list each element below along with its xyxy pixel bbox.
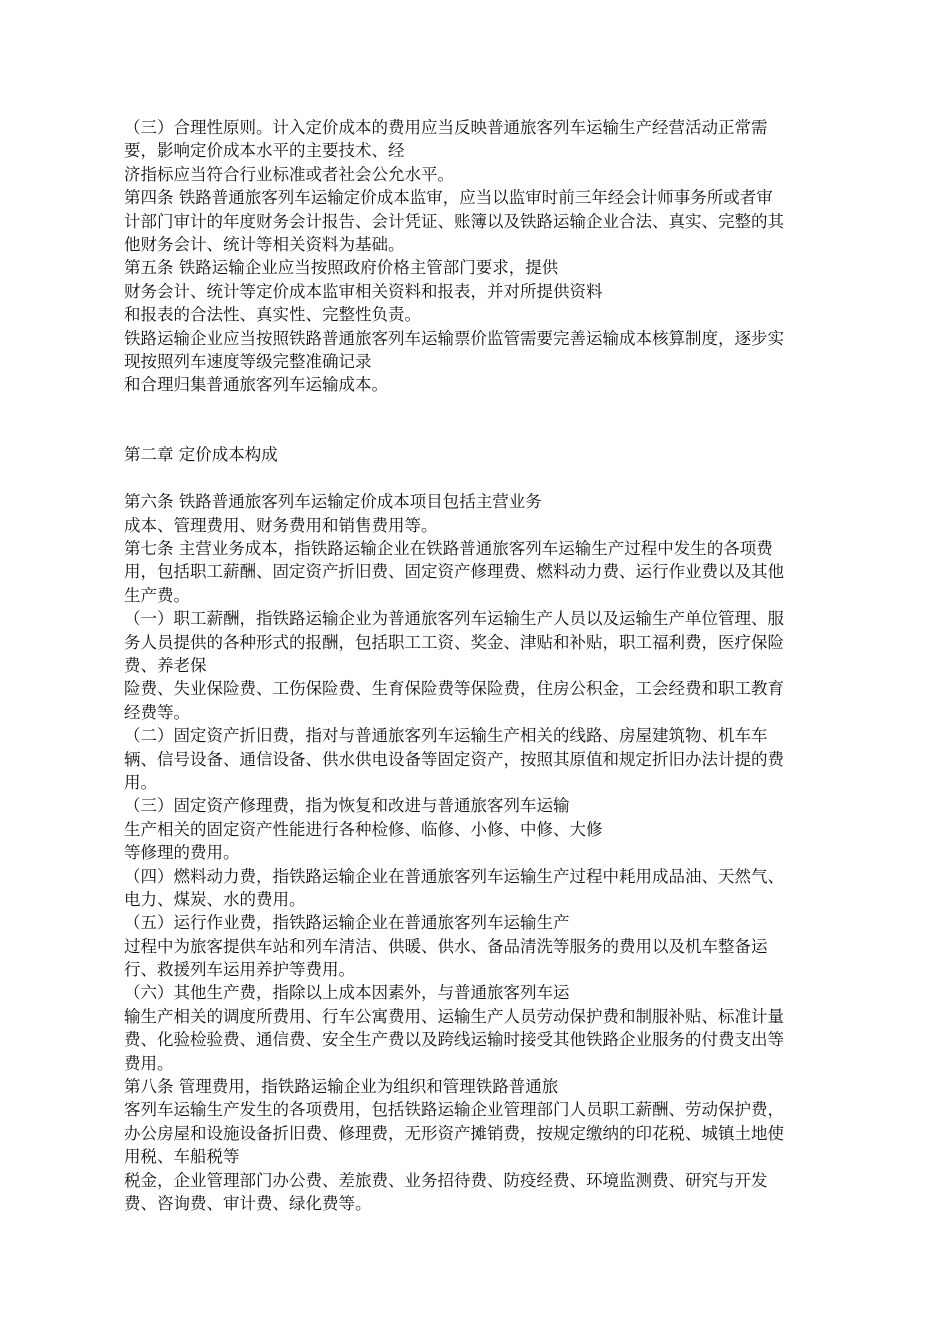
text-line: （五）运行作业费，指铁路运输企业在普通旅客列车运输生产 — [124, 913, 570, 933]
blank-line — [124, 397, 834, 420]
document-body — [124, 116, 834, 1215]
text-line: 成本、管理费用、财务费用和销售费用等。 — [124, 515, 438, 535]
text-line: 客列车运输生产发生的各项费用，包括铁路运输企业管理部门人员职工薪酬、劳动保护费， — [124, 1100, 784, 1120]
text-line: （一）职工薪酬，指铁路运输企业为普通旅客列车运输生产人员以及运输生产单位管理、服 — [124, 609, 784, 629]
text-line: 他财务会计、统计等相关资料为基础。 — [124, 234, 405, 254]
text-line: 生产相关的固定资产性能进行各种检修、临修、小修、中修、大修 — [124, 819, 603, 839]
text-line: 要，影响定价成本水平的主要技术、经 — [124, 141, 405, 161]
text-line: 济指标应当符合行业标准或者社会公允水平。 — [124, 164, 454, 184]
text-line: 电力、煤炭、水的费用。 — [124, 889, 306, 909]
text-line: 险费、失业保险费、工伤保险费、生育保险费等保险费，住房公积金，工会经费和职工教育 — [124, 679, 784, 699]
text-line: 生产费。 — [124, 585, 190, 605]
text-line: 务人员提供的各种形式的报酬，包括职工工资、奖金、津贴和补贴，职工福利费，医疗保险 — [124, 632, 784, 652]
text-line: 第六条 铁路普通旅客列车运输定价成本项目包括主营业务 — [124, 492, 542, 512]
text-line: 过程中为旅客提供车站和列车清洁、供暖、供水、备品清洗等服务的费用以及机车整备运 — [124, 936, 768, 956]
text-line: 费、化验检验费、通信费、安全生产费以及跨线运输时接受其他铁路企业服务的付费支出等 — [124, 1030, 784, 1050]
text-line: 第二章 定价成本构成 — [124, 445, 278, 465]
text-line: 行、救援列车运用养护等费用。 — [124, 960, 355, 980]
text-line: 费、养老保 — [124, 655, 207, 675]
text-line: 财务会计、统计等定价成本监审相关资料和报表，并对所提供资料 — [124, 281, 603, 301]
text-line: 办公房屋和设施设备折旧费、修理费，无形资产摊销费，按规定缴纳的印花税、城镇土地使 — [124, 1123, 784, 1143]
text-line: 用税、车船税等 — [124, 1147, 240, 1167]
text-line: 费用。 — [124, 1053, 174, 1073]
text-line: 辆、信号设备、通信设备、供水供电设备等固定资产，按照其原值和规定折旧办法计提的费 — [124, 749, 784, 769]
text-line: （六）其他生产费，指除以上成本因素外，与普通旅客列车运 — [124, 983, 570, 1003]
text-line: 现按照列车速度等级完整准确记录 — [124, 351, 372, 371]
text-line: 第五条 铁路运输企业应当按照政府价格主管部门要求，提供 — [124, 258, 559, 278]
text-line: 和合理归集普通旅客列车运输成本。 — [124, 375, 388, 395]
text-line: 输生产相关的调度所费用、行车公寓费用、运输生产人员劳动保护费和制服补贴、标准计量 — [124, 1006, 784, 1026]
text-line: 计部门审计的年度财务会计报告、会计凭证、账簿以及铁路运输企业合法、真实、完整的其 — [124, 211, 784, 231]
text-line: 用。 — [124, 772, 157, 792]
text-line: 经费等。 — [124, 702, 190, 722]
text-line: 用，包括职工薪酬、固定资产折旧费、固定资产修理费、燃料动力费、运行作业费以及其他 — [124, 562, 784, 582]
text-line: 和报表的合法性、真实性、完整性负责。 — [124, 305, 421, 325]
text-line: （二）固定资产折旧费，指对与普通旅客列车运输生产相关的线路、房屋建筑物、机车车 — [124, 726, 768, 746]
text-line: 铁路运输企业应当按照铁路普通旅客列车运输票价监管需要完善运输成本核算制度，逐步实 — [124, 328, 784, 348]
text-line: 第四条 铁路普通旅客列车运输定价成本监审，应当以监审时前三年经会计师事务所或者审 — [124, 188, 773, 208]
text-line: 等修理的费用。 — [124, 843, 240, 863]
text-line: （四）燃料动力费，指铁路运输企业在普通旅客列车运输生产过程中耗用成品油、天然气、 — [124, 866, 784, 886]
text-line: （三）固定资产修理费，指为恢复和改进与普通旅客列车运输 — [124, 796, 570, 816]
text-line: 第八条 管理费用，指铁路运输企业为组织和管理铁路普通旅 — [124, 1077, 559, 1097]
text-line: 税金，企业管理部门办公费、差旅费、业务招待费、防疫经费、环境监测费、研究与开发 — [124, 1170, 768, 1190]
text-line: 第七条 主营业务成本，指铁路运输企业在铁路普通旅客列车运输生产过程中发生的各项费 — [124, 539, 773, 559]
blank-line — [124, 467, 834, 490]
text-line: （三）合理性原则。计入定价成本的费用应当反映普通旅客列车运输生产经营活动正常需 — [124, 118, 768, 137]
text-line: 费、咨询费、审计费、绿化费等。 — [124, 1193, 372, 1213]
blank-line — [124, 420, 834, 443]
